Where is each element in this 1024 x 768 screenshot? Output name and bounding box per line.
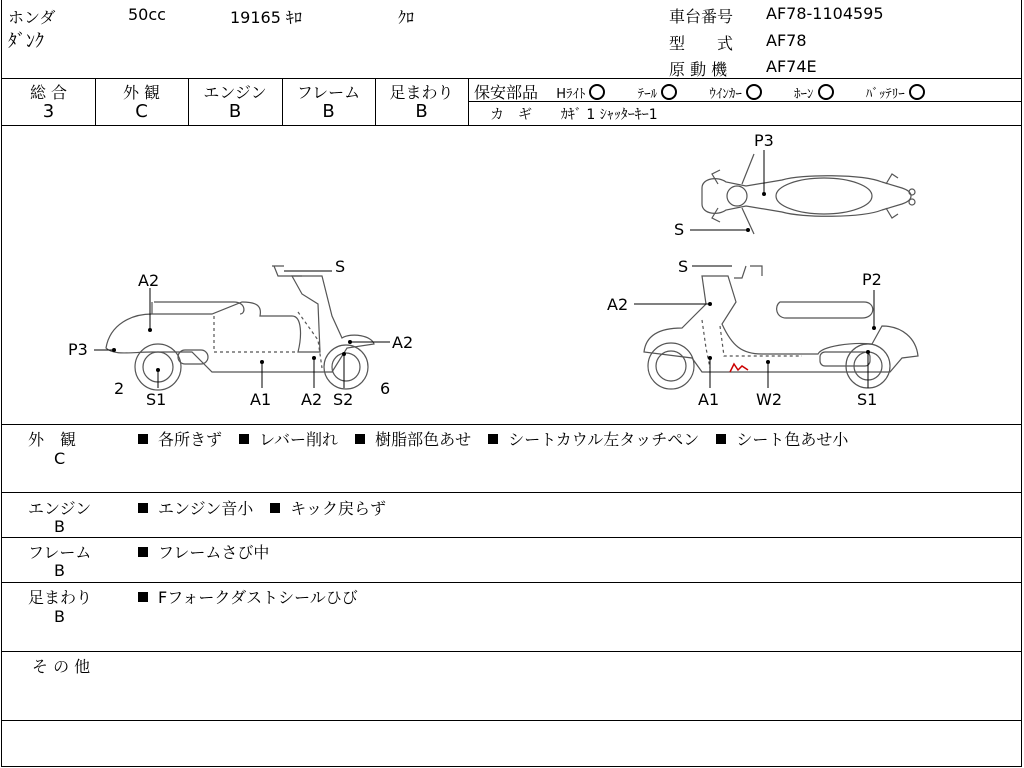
divider — [2, 492, 1021, 493]
bullet-icon — [138, 547, 148, 557]
engine-model-label: 原 動 機 — [669, 60, 728, 79]
damage-mark — [730, 364, 748, 372]
note-grade-suspension: B — [54, 607, 65, 626]
label-right-p2: P2 — [862, 270, 882, 289]
frame-number-label: 車台番号 — [669, 7, 734, 26]
grade-value-suspension: B — [415, 101, 428, 122]
mileage: 19165 ｷﾛ — [230, 8, 302, 27]
label-left-a2-bottom: A2 — [301, 390, 323, 409]
note-items-suspension: Fフォークダストシールひび — [138, 585, 370, 608]
displacement: 50cc — [128, 5, 166, 24]
label-right-a1: A1 — [698, 390, 720, 409]
note-grade-exterior: C — [54, 449, 66, 468]
label-left-s1: S1 — [146, 390, 167, 409]
scooter-top-view — [702, 154, 915, 234]
grade-label-exterior: 外 観 — [122, 83, 161, 102]
label-right-w2: W2 — [756, 390, 782, 409]
keys-row — [490, 104, 658, 124]
grade-value-overall: 3 — [42, 101, 55, 122]
grade-label-frame: フレーム — [296, 83, 361, 102]
note-category-suspension: 足まわり — [28, 588, 93, 607]
type-label: 型 式 — [669, 34, 734, 53]
label-left-a1: A1 — [250, 390, 272, 409]
grade-value-frame: B — [322, 101, 335, 122]
safety-item-horn: ﾎｰﾝ — [794, 87, 834, 102]
label-left-six: 6 — [380, 379, 391, 398]
safety-parts-row — [474, 80, 925, 103]
safety-item-winker: ｳｲﾝｶｰ — [709, 87, 762, 102]
note-grade-frame: B — [54, 561, 65, 580]
bullet-icon — [716, 434, 726, 444]
label-left-p3: P3 — [68, 340, 88, 359]
ok-circle-icon — [909, 84, 925, 100]
label-right-s1: S1 — [857, 390, 878, 409]
ok-circle-icon — [746, 84, 762, 100]
engine-model-value: AF74E — [766, 57, 817, 76]
grade-label-overall: 総 合 — [29, 83, 68, 102]
grade-value-exterior: C — [135, 101, 148, 122]
note-items-engine: エンジン音小 キック戻らず — [138, 496, 398, 519]
grade-label-suspension: 足まわり — [389, 83, 454, 102]
ok-circle-icon — [818, 84, 834, 100]
inspection-sheet — [1, 0, 1022, 767]
divider — [2, 537, 1021, 538]
scooter-diagram — [2, 126, 1022, 424]
divider — [2, 424, 1021, 425]
grade-value-engine: B — [228, 101, 242, 122]
label-top-s: S — [674, 220, 685, 239]
bullet-icon — [138, 503, 148, 513]
ok-circle-icon — [661, 84, 677, 100]
bullet-icon — [355, 434, 365, 444]
bullet-icon — [138, 434, 148, 444]
note-grade-engine: B — [54, 517, 65, 536]
label-left-s-top: S — [335, 257, 346, 276]
label-left-two: 2 — [114, 379, 125, 398]
model-name: ﾀﾞﾝｸ — [8, 31, 44, 52]
note-category-other: そ の 他 — [32, 657, 91, 676]
ok-circle-icon — [589, 84, 605, 100]
label-right-s-top: S — [678, 257, 689, 276]
bullet-icon — [270, 503, 280, 513]
divider — [2, 651, 1021, 652]
safety-item-tail: ﾃｰﾙ — [638, 87, 678, 102]
keys-label: カ ギ — [490, 107, 532, 123]
divider — [2, 720, 1021, 721]
bullet-icon — [138, 592, 148, 602]
keys-value: ｶｷﾞ 1 ｼｬｯﾀｰｷｰ1 — [560, 107, 658, 123]
bullet-icon — [488, 434, 498, 444]
color: ｸﾛ — [398, 8, 415, 27]
note-category-engine: エンジン — [28, 499, 92, 518]
safety-item-battery: ﾊﾞｯﾃﾘｰ — [866, 87, 925, 102]
label-right-a2: A2 — [607, 295, 629, 314]
note-items-exterior: 各所きず レバー削れ 樹脂部色あせ シートカウル左タッチペン シート色あせ小 — [138, 427, 860, 450]
label-left-a2-right: A2 — [392, 333, 414, 352]
safety-parts-label: 保安部品 — [474, 83, 539, 102]
maker: ホンダ — [8, 8, 56, 27]
divider — [2, 582, 1021, 583]
note-items-frame: フレームさび中 — [138, 540, 281, 563]
safety-item-headlight: Hﾗｲﾄ — [556, 87, 605, 102]
divider — [2, 78, 1021, 79]
note-category-exterior: 外 観 — [28, 430, 77, 449]
label-left-s2: S2 — [333, 390, 354, 409]
label-left-a2-top: A2 — [138, 271, 160, 290]
note-category-frame: フレーム — [28, 543, 92, 562]
grade-label-engine: エンジン — [203, 83, 267, 102]
frame-number-value: AF78-1104595 — [766, 4, 884, 23]
label-top-p3: P3 — [754, 131, 774, 150]
type-value: AF78 — [766, 31, 807, 50]
bullet-icon — [239, 434, 249, 444]
